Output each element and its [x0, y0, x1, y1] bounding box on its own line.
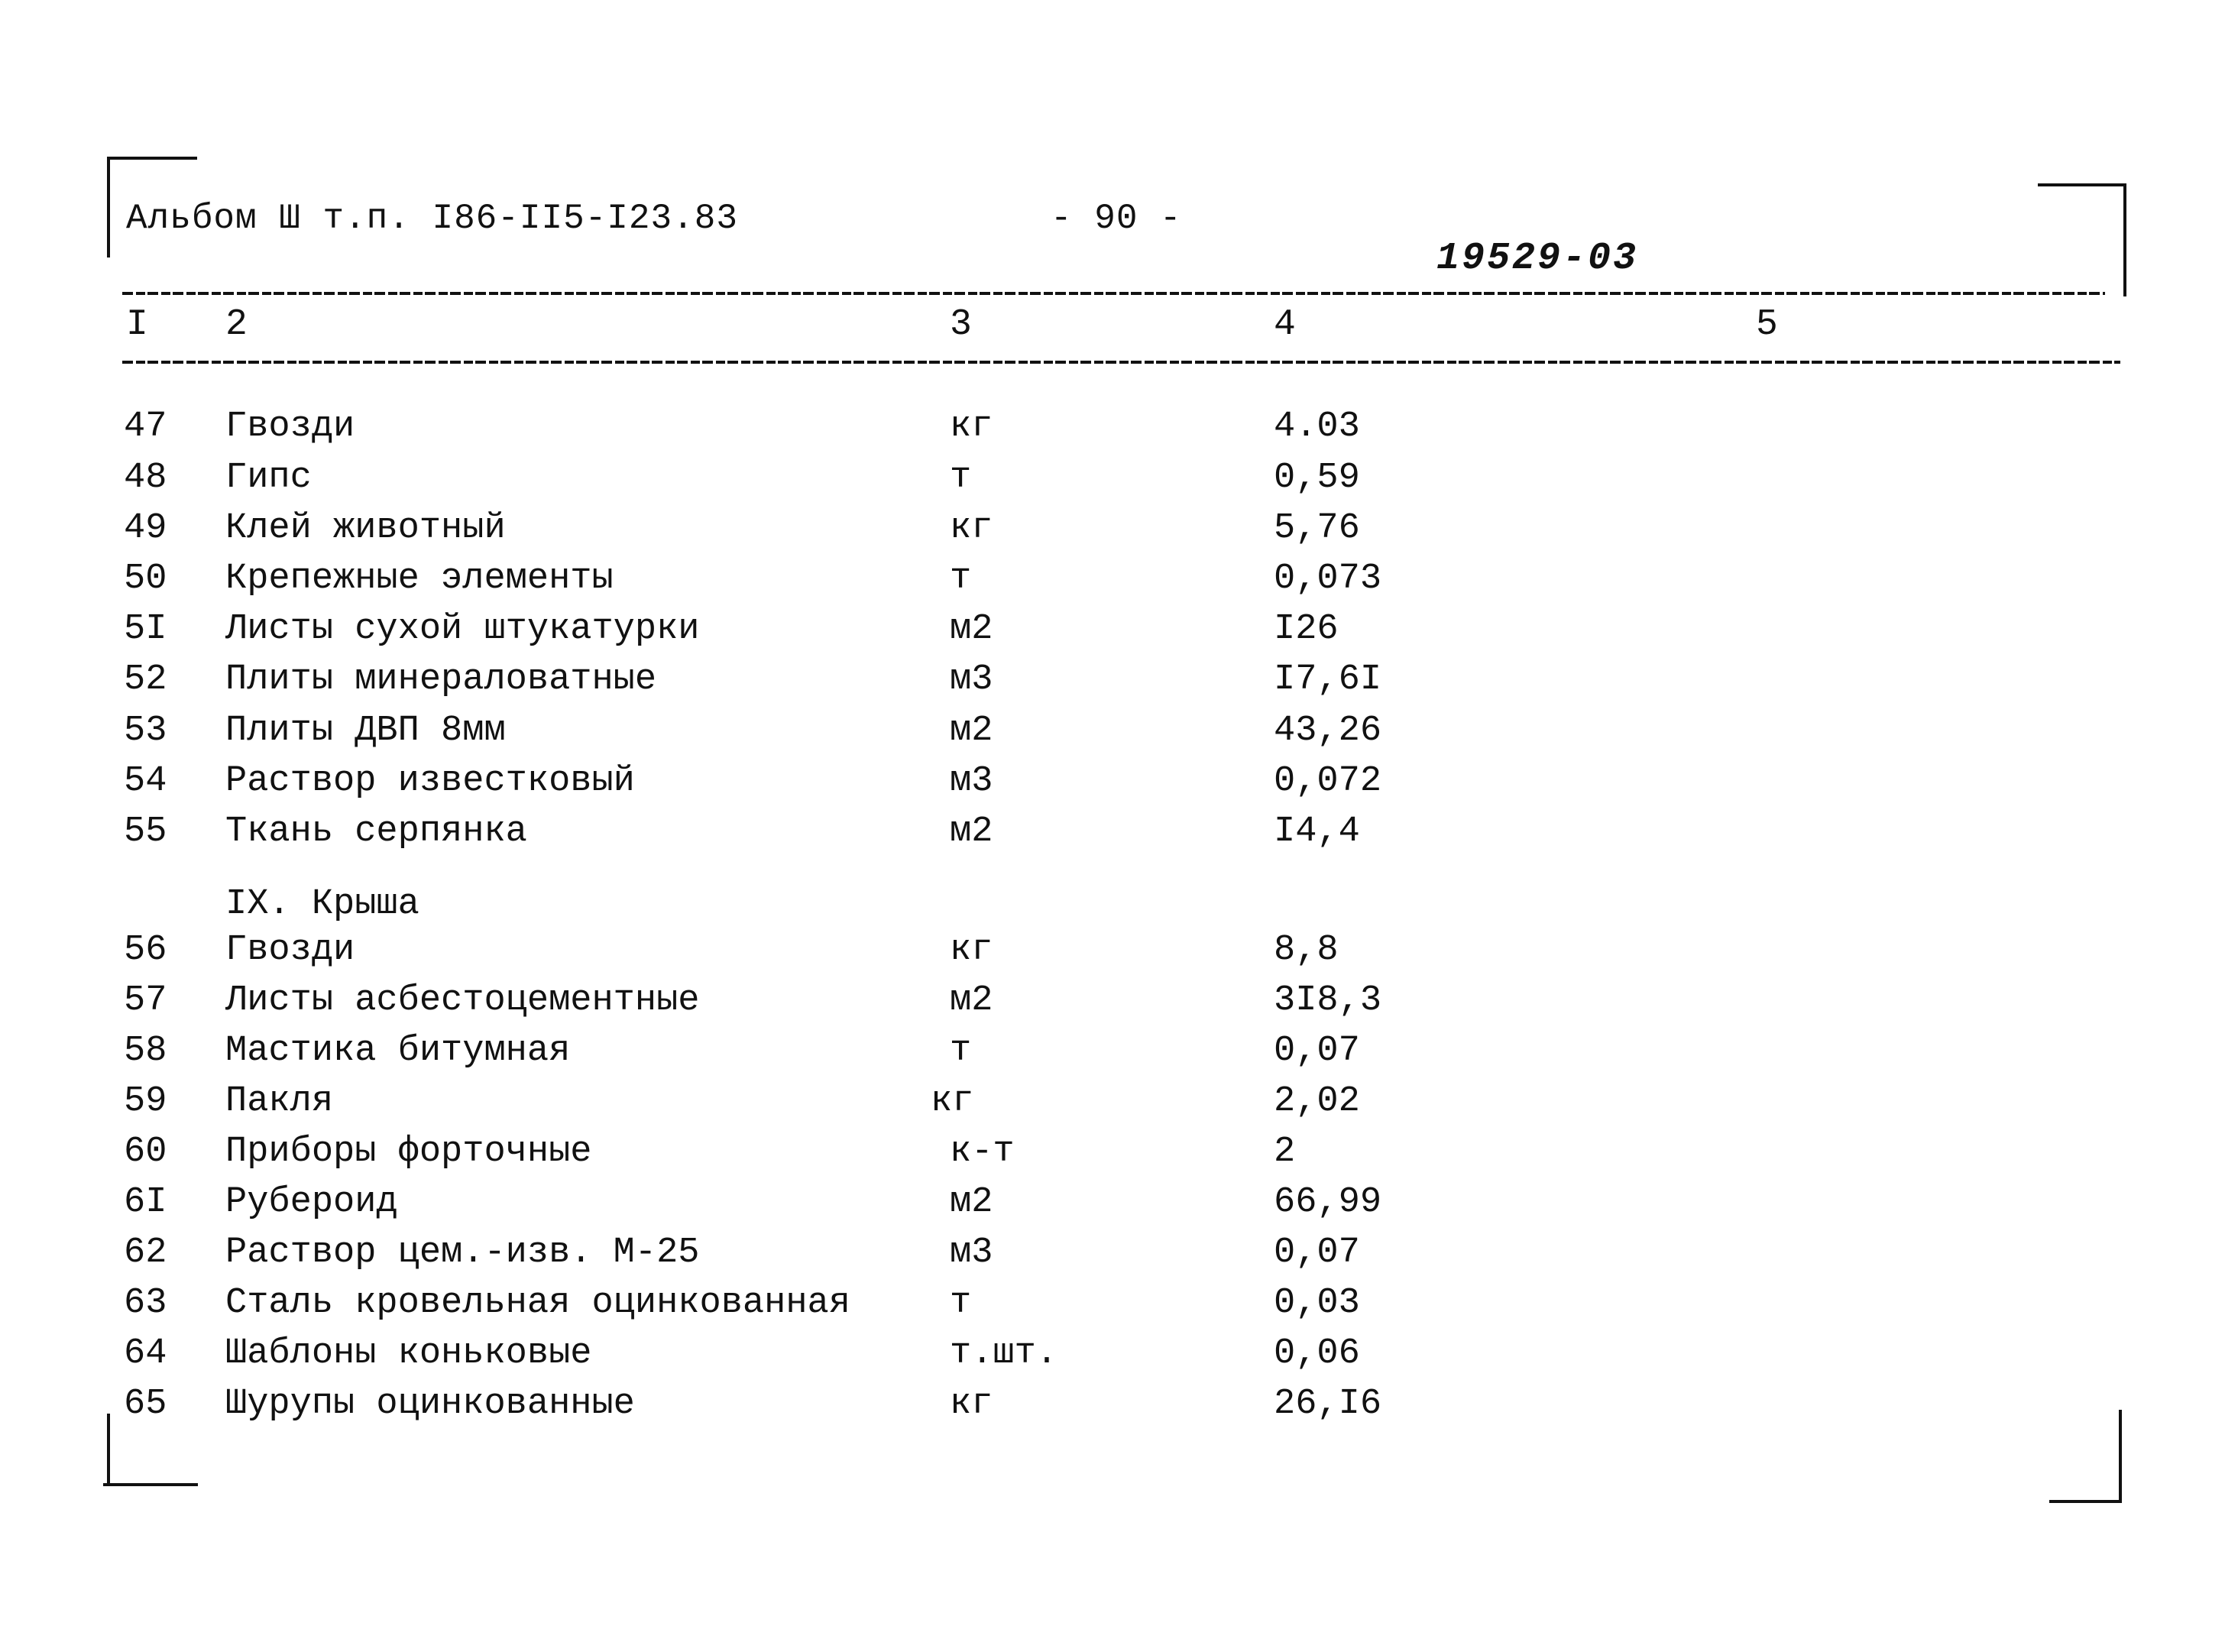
- document-stamp: 19529-03: [1436, 237, 1639, 280]
- cell-n: 6I: [124, 1182, 167, 1223]
- corner-bracket-bottom-right: [2049, 1500, 2122, 1503]
- cell-n: 48: [124, 458, 167, 498]
- corner-bracket-top-right: [2038, 183, 2126, 186]
- cell-name: Листы сухой штукатурки: [225, 609, 700, 649]
- cell-qty: 3I8,3: [1274, 980, 1382, 1021]
- cell-unit: м2: [950, 609, 993, 649]
- corner-bracket-bottom-left: [103, 1483, 198, 1486]
- corner-bracket-top-left-vertical: [107, 157, 110, 258]
- cell-unit: м3: [950, 1233, 993, 1273]
- cell-qty: 0,03: [1274, 1283, 1360, 1323]
- cell-n: 56: [124, 930, 167, 970]
- cell-n: 58: [124, 1031, 167, 1071]
- cell-name: Рубероид: [225, 1182, 398, 1223]
- cell-unit: т.шт.: [950, 1333, 1058, 1374]
- cell-unit: к-т: [950, 1132, 1015, 1172]
- cell-n: 47: [124, 407, 167, 447]
- cell-unit: т: [950, 559, 972, 599]
- corner-bracket-top-left: [107, 157, 197, 160]
- cell-n: 50: [124, 559, 167, 599]
- cell-name: Плиты ДВП 8мм: [225, 711, 506, 751]
- cell-name: Раствор цем.-изв. М-25: [225, 1233, 700, 1273]
- cell-n: 59: [124, 1081, 167, 1122]
- cell-unit: м2: [950, 811, 993, 852]
- cell-unit: т: [950, 458, 972, 498]
- cell-name: Шурупы оцинкованные: [225, 1384, 635, 1424]
- cell-unit: м2: [950, 711, 993, 751]
- cell-unit: кг: [931, 1081, 974, 1122]
- cell-name: Гвозди: [225, 407, 355, 447]
- cell-n: 63: [124, 1283, 167, 1323]
- cell-unit: т: [950, 1283, 972, 1323]
- cell-n: 5I: [124, 609, 167, 649]
- cell-qty: 0,072: [1274, 761, 1382, 802]
- cell-qty: 4.03: [1274, 407, 1360, 447]
- cell-name: Сталь кровельная оцинкованная: [225, 1283, 850, 1323]
- cell-qty: 26,I6: [1274, 1384, 1382, 1424]
- cell-qty: I7,6I: [1274, 659, 1382, 700]
- cell-qty: 2,02: [1274, 1081, 1360, 1122]
- cell-unit: м3: [950, 761, 993, 802]
- cell-qty: 0,59: [1274, 458, 1360, 498]
- cell-unit: м2: [950, 1182, 993, 1223]
- cell-qty: 66,99: [1274, 1182, 1382, 1223]
- cell-name: Гвозди: [225, 930, 355, 970]
- album-title: Альбом Ш т.п. I86-II5-I23.83: [126, 199, 738, 238]
- cell-qty: 8,8: [1274, 930, 1339, 970]
- cell-unit: м2: [950, 980, 993, 1021]
- corner-bracket-top-right-vertical: [2123, 183, 2126, 296]
- header-rule-top: [122, 292, 2105, 295]
- cell-unit: кг: [950, 930, 993, 970]
- cell-qty: 0,07: [1274, 1233, 1360, 1273]
- cell-name: Шаблоны коньковые: [225, 1333, 592, 1374]
- page-number: - 90 -: [1051, 199, 1182, 238]
- cell-qty: 0,073: [1274, 559, 1382, 599]
- cell-name: Приборы форточные: [225, 1132, 592, 1172]
- cell-n: 53: [124, 711, 167, 751]
- cell-n: 57: [124, 980, 167, 1021]
- cell-name: Ткань серпянка: [225, 811, 527, 852]
- cell-qty: 2: [1274, 1132, 1296, 1172]
- cell-name: Клей животный: [225, 508, 506, 549]
- cell-n: 52: [124, 659, 167, 700]
- cell-qty: I4,4: [1274, 811, 1360, 852]
- cell-qty: 0,06: [1274, 1333, 1360, 1374]
- cell-name: Плиты минераловатные: [225, 659, 657, 700]
- cell-name: Раствор известковый: [225, 761, 635, 802]
- cell-qty: 43,26: [1274, 711, 1382, 751]
- cell-name: Гипс: [225, 458, 312, 498]
- cell-qty: I26: [1274, 609, 1339, 649]
- column-number-3: 3: [950, 304, 972, 345]
- column-number-5: 5: [1756, 304, 1778, 345]
- cell-unit: кг: [950, 407, 993, 447]
- cell-qty: 0,07: [1274, 1031, 1360, 1071]
- cell-n: 54: [124, 761, 167, 802]
- header-rule-bottom: [122, 361, 2120, 364]
- cell-n: 65: [124, 1384, 167, 1424]
- cell-name: Пакля: [225, 1081, 334, 1122]
- column-number-2: 2: [225, 304, 248, 345]
- corner-bracket-bottom-right-vertical: [2119, 1410, 2122, 1503]
- cell-name: Мастика битумная: [225, 1031, 571, 1071]
- cell-unit: кг: [950, 508, 993, 549]
- cell-name: Крепежные элементы: [225, 559, 614, 599]
- cell-name: Листы асбестоцементные: [225, 980, 700, 1021]
- cell-n: 62: [124, 1233, 167, 1273]
- cell-qty: 5,76: [1274, 508, 1360, 549]
- column-number-1: I: [126, 304, 148, 345]
- cell-unit: кг: [950, 1384, 993, 1424]
- cell-n: 64: [124, 1333, 167, 1374]
- section-title: IX. Крыша: [225, 884, 419, 925]
- cell-n: 60: [124, 1132, 167, 1172]
- cell-unit: м3: [950, 659, 993, 700]
- column-number-4: 4: [1274, 304, 1296, 345]
- cell-n: 49: [124, 508, 167, 549]
- cell-unit: т: [950, 1031, 972, 1071]
- cell-n: 55: [124, 811, 167, 852]
- corner-bracket-bottom-left-vertical: [107, 1414, 110, 1486]
